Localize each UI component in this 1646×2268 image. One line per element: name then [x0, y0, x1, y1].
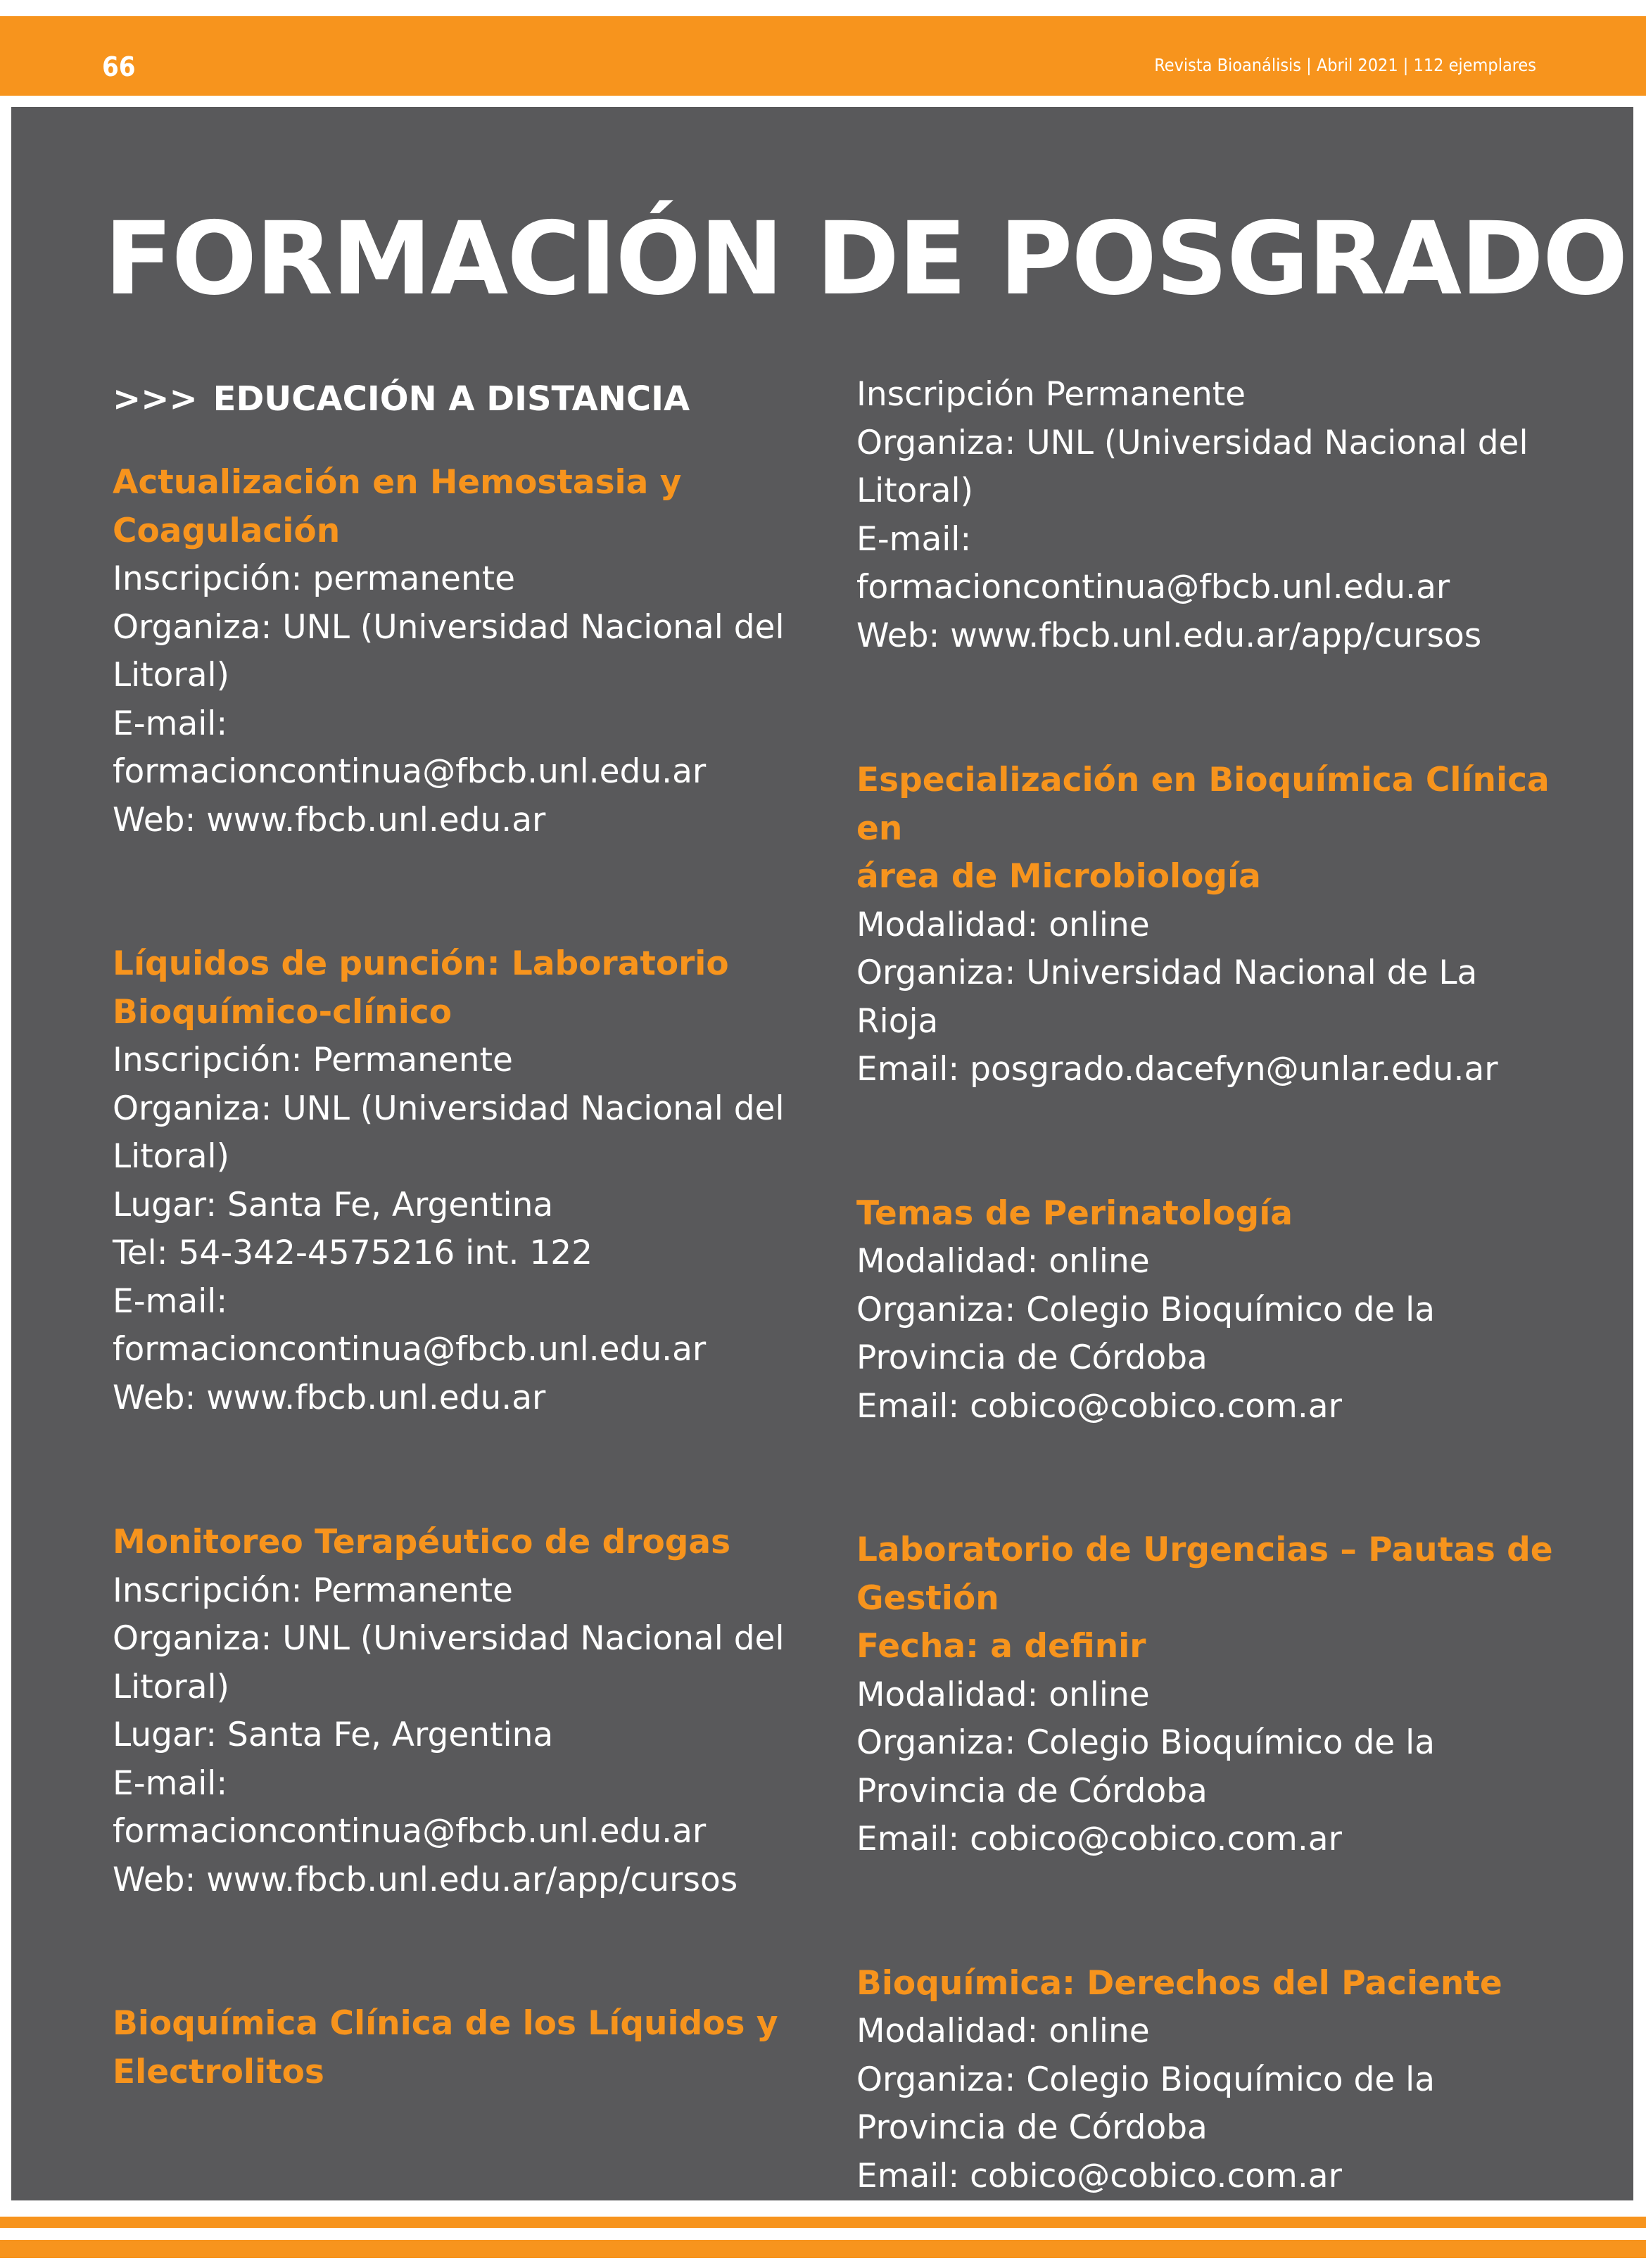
course-detail-line: formacioncontinua@fbcb.unl.edu.ar — [113, 1330, 707, 1369]
course-detail-line: Lugar: Santa Fe, Argentina — [113, 1185, 554, 1224]
course-detail-line: Inscripción: permanente — [113, 559, 516, 598]
course-entry — [856, 1960, 1567, 2201]
course-title-line: Electrolitos — [113, 2052, 324, 2091]
course-detail-line: Organiza: UNL (Universidad Nacional del — [113, 607, 785, 647]
section-arrow-marker: >>> — [113, 379, 198, 419]
course-detail-line: Web: www.fbcb.unl.edu.ar/app/cursos — [856, 616, 1482, 655]
course-entry — [856, 1190, 1567, 1431]
course-detail-line: Provincia de Córdoba — [856, 1771, 1208, 1811]
course-detail-line: Organiza: UNL (Universidad Nacional del — [856, 423, 1528, 462]
course-detail-line: Inscripción: Permanente — [113, 1041, 513, 1079]
course-detail-line: Organiza: Universidad Nacional de La — [856, 954, 1478, 992]
course-detail-line: Provincia de Córdoba — [856, 2108, 1208, 2147]
course-detail-line: Modalidad: online — [856, 2012, 1150, 2051]
course-entry — [113, 459, 823, 844]
course-detail-line: Modalidad: online — [856, 905, 1150, 944]
course-title-line: Especialización en Bioquímica Clínica en — [856, 761, 1550, 848]
footer-stripe — [0, 2217, 1646, 2228]
course-detail-line: Litoral) — [113, 1137, 229, 1176]
course-title-line: área de Microbiología — [856, 857, 1261, 896]
course-detail-line: Litoral) — [856, 471, 973, 510]
course-detail-line: Rioja — [856, 1001, 939, 1041]
course-detail-line: Inscripción: Permanente — [113, 1571, 513, 1610]
course-detail-line: Litoral) — [113, 1667, 229, 1706]
course-detail-line: Web: www.fbcb.unl.edu.ar/app/cursos — [113, 1860, 738, 1899]
course-detail-line: formacioncontinua@fbcb.unl.edu.ar — [113, 752, 707, 791]
course-detail-line: Email: cobico@cobico.com.ar — [856, 2156, 1342, 2196]
course-detail-line: Organiza: UNL (Universidad Nacional del — [113, 1619, 785, 1658]
section-heading-label: EDUCACIÓN A DISTANCIA — [213, 379, 690, 419]
course-detail-line: Litoral) — [113, 656, 229, 695]
course-detail-line: formacioncontinua@fbcb.unl.edu.ar — [856, 568, 1450, 607]
course-detail-line: Email: cobico@cobico.com.ar — [856, 1386, 1342, 1426]
footer-stripe — [0, 2240, 1646, 2258]
course-detail-line: Provincia de Córdoba — [856, 1338, 1208, 1377]
course-detail-line: Organiza: Colegio Bioquímico de la — [856, 1290, 1436, 1329]
course-title-line: Bioquímica: Derechos del Paciente — [856, 1963, 1502, 2003]
course-title-line: Líquidos de punción: Laboratorio — [113, 944, 729, 983]
header-band — [0, 16, 1646, 96]
course-title-line: Fecha: a definir — [856, 1627, 1146, 1666]
section-heading — [113, 371, 823, 427]
course-detail-line: E-mail: — [113, 1281, 228, 1321]
course-detail-line: E-mail: — [856, 519, 972, 559]
course-title-line: Bioquímico-clínico — [113, 992, 452, 1032]
course-entry — [856, 756, 1567, 1094]
course-detail-line: Web: www.fbcb.unl.edu.ar — [113, 1378, 546, 1417]
course-entry — [113, 2000, 823, 2096]
course-detail-line: Web: www.fbcb.unl.edu.ar — [113, 800, 546, 840]
course-detail-line: Organiza: Colegio Bioquímico de la — [856, 2060, 1436, 2099]
course-detail-line: E-mail: — [113, 1763, 228, 1803]
course-title-line: Gestión — [856, 1578, 999, 1618]
course-title-line: Bioquímica Clínica de los Líquidos y — [113, 2004, 778, 2043]
running-header: Revista Bioanálisis | Abril 2021 | 112 ejemplares — [1154, 55, 1536, 75]
course-detail-line: formacioncontinua@fbcb.unl.edu.ar — [113, 1812, 707, 1851]
course-detail-line: Organiza: Colegio Bioquímico de la — [856, 1723, 1436, 1762]
course-title-line: Laboratorio de Urgencias – Pautas de — [856, 1531, 1553, 1569]
course-detail-line: Modalidad: online — [856, 1242, 1150, 1281]
course-detail-line: E-mail: — [113, 704, 228, 743]
course-entry — [113, 1519, 823, 1904]
page-number: 66 — [102, 51, 136, 82]
course-detail-line: Inscripción Permanente — [856, 375, 1246, 414]
left-column — [113, 371, 823, 2096]
course-entry — [856, 371, 1567, 660]
course-entry — [856, 1526, 1567, 1864]
page-title: FORMACIÓN DE POSGRADO — [104, 200, 1627, 317]
course-detail-line: Lugar: Santa Fe, Argentina — [113, 1716, 554, 1754]
course-entry — [113, 940, 823, 1422]
course-detail-line: Email: cobico@cobico.com.ar — [856, 1820, 1342, 1858]
course-detail-line: Modalidad: online — [856, 1675, 1150, 1714]
course-title-line: Monitoreo Terapéutico de drogas — [113, 1523, 731, 1561]
course-detail-line: Organiza: UNL (Universidad Nacional del — [113, 1089, 785, 1128]
course-detail-line: Tel: 54-342-4575216 int. 122 — [113, 1234, 593, 1272]
right-column — [856, 371, 1567, 2200]
course-detail-line: Email: posgrado.dacefyn@unlar.edu.ar — [856, 1050, 1498, 1089]
course-title-line: Temas de Perinatología — [856, 1193, 1293, 1233]
course-title-line: Coagulación — [113, 511, 341, 550]
course-title-line: Actualización en Hemostasia y — [113, 463, 682, 502]
